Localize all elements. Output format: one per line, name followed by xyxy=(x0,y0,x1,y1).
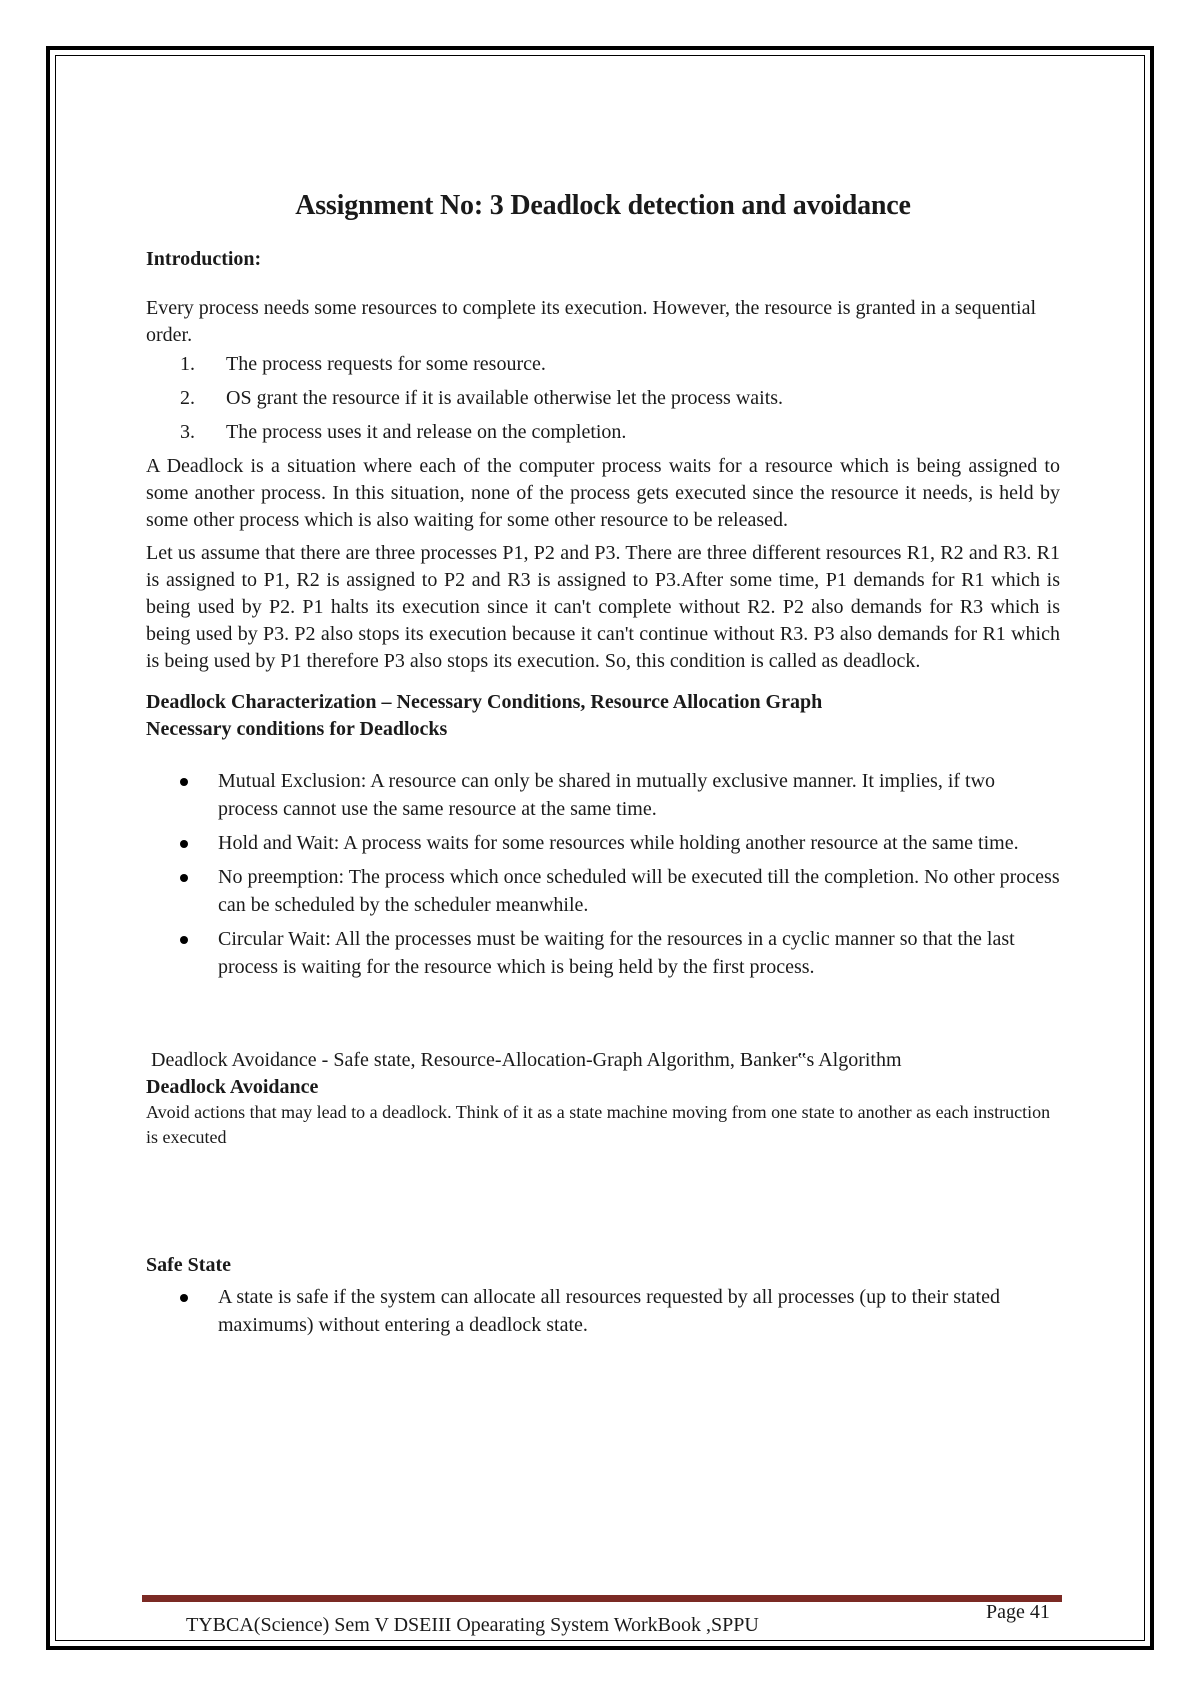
characterization-heading: Deadlock Characterization – Necessary Conditions, Resource Allocation Graph xyxy=(146,691,823,713)
condition-text: Circular Wait: All the processes must be waiting for the resources in a cyclic manner so that the last process is waiting for the resource which is being held by the first process. xyxy=(218,928,1015,978)
introduction-label: Introduction: xyxy=(146,248,262,270)
footer-divider xyxy=(142,1595,1062,1602)
bullet-icon xyxy=(180,1294,188,1302)
conditions-list xyxy=(146,767,1060,981)
step-text: OS grant the resource if it is available otherwise let the process waits. xyxy=(226,387,784,409)
condition-text: No preemption: The process which once scheduled will be executed till the completion. No other process can be scheduled by the scheduler meanwhile. xyxy=(218,866,1060,916)
bullet-icon xyxy=(180,874,188,882)
deadlock-definition: A Deadlock is a situation where each of the computer process waits for a resource which is being assigned to some another process. In this situation, none of the process gets executed since the resource it needs, is held by some other process which is also waiting for some other resource to be released. xyxy=(146,455,1060,531)
bullet-icon xyxy=(180,778,188,786)
list-item xyxy=(218,863,1060,919)
list-item xyxy=(218,1283,1060,1339)
necessary-heading: Necessary conditions for Deadlocks xyxy=(146,718,448,740)
safe-state-list xyxy=(146,1283,1060,1339)
page-number: Page 41 xyxy=(986,1601,1050,1623)
list-item xyxy=(180,351,1060,378)
step-number: 2. xyxy=(180,387,195,409)
bullet-icon xyxy=(180,840,188,848)
list-item xyxy=(180,385,1060,412)
example-paragraph: Let us assume that there are three processes P1, P2 and P3. There are three different resources R1, R2 and R3. R1 is assigned to P1, R2 is assigned to P2 and R3 is assigned to P3.After some time, P1 demands for R1 which is being used by P2. P1 halts its execution since it can't complete without R2. P2 also demands for R3 which is being used by P3. P2 also stops its execution because it can't continue without R3. P3 also demands for R1 which is being used by P1 therefore P3 also stops its execution. So, this condition is called as deadlock. xyxy=(146,542,1060,672)
intro-paragraph: Every process needs some resources to complete its execution. However, the resource is granted in a sequential order. xyxy=(146,297,1036,346)
step-text: The process uses it and release on the completion. xyxy=(226,421,627,443)
condition-text: Mutual Exclusion: A resource can only be shared in mutually exclusive manner. It implies, if two process cannot use the same resource at the same time. xyxy=(218,770,996,820)
safe-state-text: A state is safe if the system can allocate all resources requested by all processes (up to their stated maximums) without entering a deadlock state. xyxy=(218,1286,1000,1336)
step-number: 1. xyxy=(180,353,195,375)
page-title: Assignment No: 3 Deadlock detection and avoidance xyxy=(295,190,911,221)
avoidance-heading: Deadlock Avoidance xyxy=(146,1076,319,1098)
safe-state-heading: Safe State xyxy=(146,1254,231,1276)
steps-list xyxy=(146,351,1060,446)
bullet-icon xyxy=(180,936,188,944)
avoidance-topics: Deadlock Avoidance - Safe state, Resource-Allocation-Graph Algorithm, Banker‟s Algorithm xyxy=(146,1049,902,1071)
step-number: 3. xyxy=(180,421,195,443)
list-item xyxy=(218,829,1060,857)
document-body xyxy=(146,188,1060,1345)
avoidance-text: Avoid actions that may lead to a deadlock. Think of it as a state machine moving from one state to another as each instruction is executed xyxy=(146,1102,1051,1147)
condition-text: Hold and Wait: A process waits for some resources while holding another resource at the same time. xyxy=(218,832,1019,854)
list-item xyxy=(180,419,1060,446)
step-text: The process requests for some resource. xyxy=(226,353,546,375)
list-item xyxy=(218,767,1060,823)
footer-text: TYBCA(Science) Sem V DSEIII Opearating System WorkBook ,SPPU xyxy=(186,1614,759,1636)
list-item xyxy=(218,925,1060,981)
